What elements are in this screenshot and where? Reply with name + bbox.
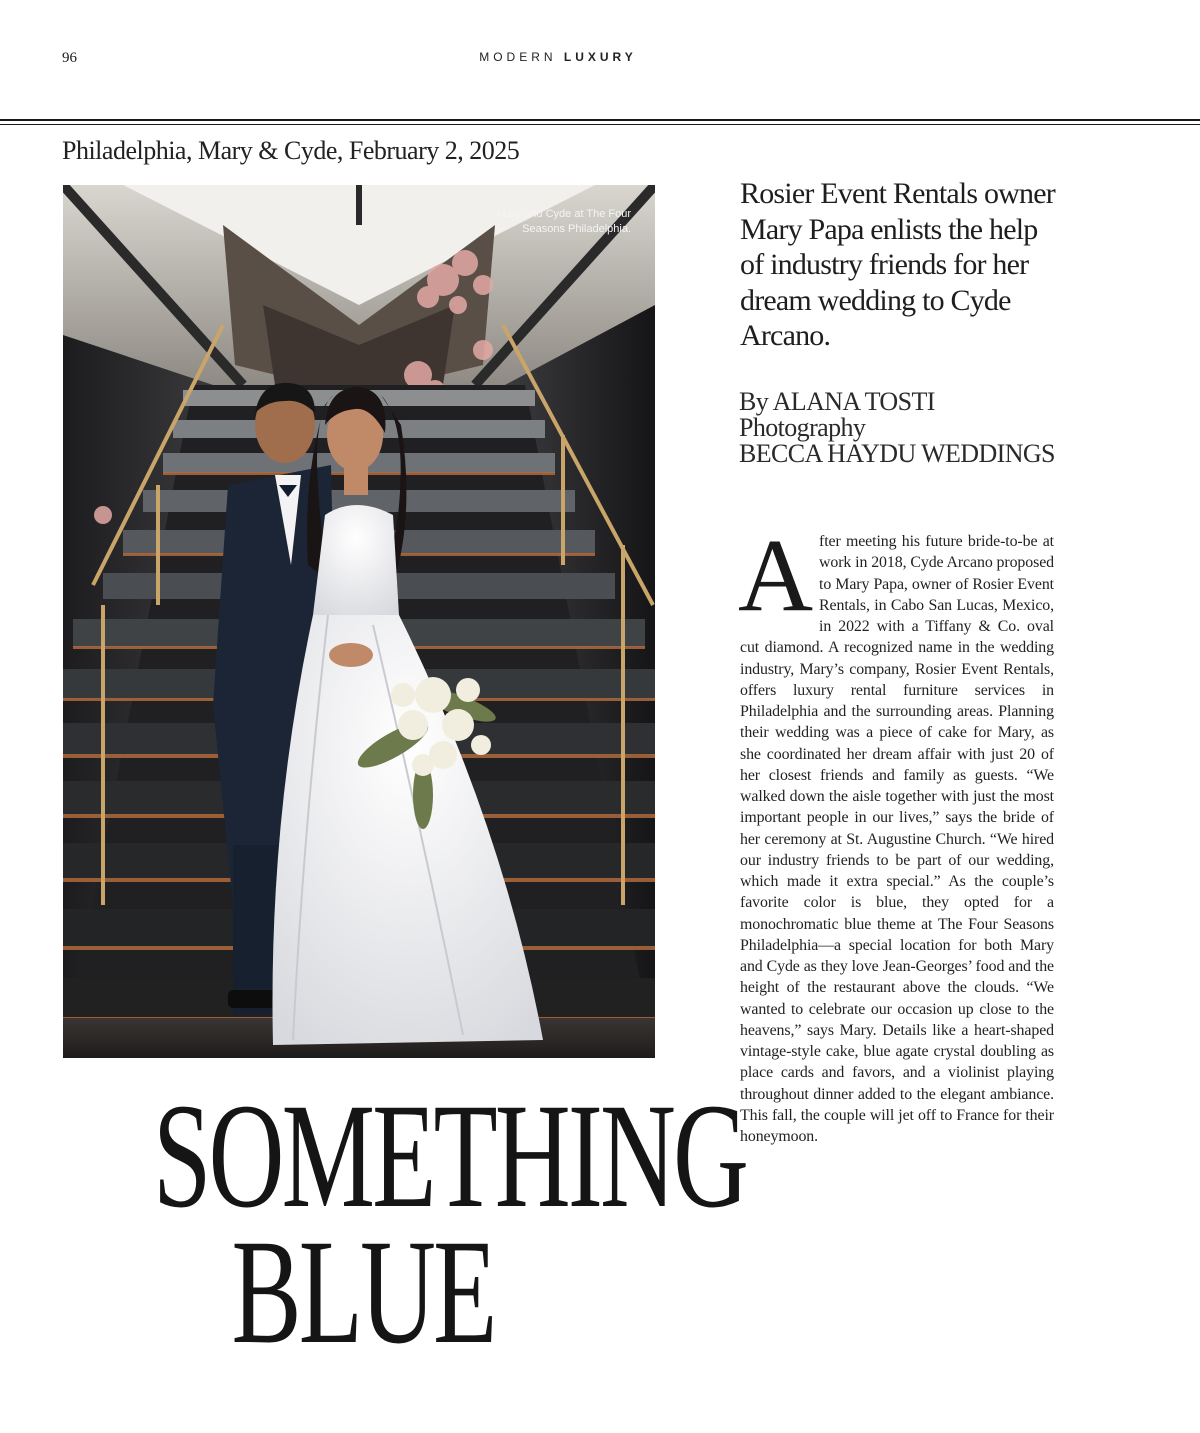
masthead-luxury: LUXURY [563, 50, 637, 64]
article-body [738, 518, 1054, 1147]
header-rule-thick [0, 119, 1200, 121]
header-rule-thin [0, 124, 1200, 125]
headline-line-1: SOMETHING [153, 1073, 747, 1239]
article-text: fter meeting his future bride-to-be at work in 2018, Cyde Arcano proposed to Mary Papa, owner of Rosier Event Rentals, in Cabo San Lucas, Mexico, in 2022 with a Tiffany & Co. oval cut diamond. A recognized name in the wedding industry, Mary’s company, Rosier Event Rentals, offers luxury rental furniture services in Philadelphia and the surrounding areas. Planning their wedding was a piece of cake for Mary, as she coordinated her dream affair with just 20 of her closest friends and family as guests. “We walked down the aisle together with just the most important people in our lives,” says the bride of her ceremony at St. Augustine Church. “We hired our industry friends to be part of our wedding, which made it extra special.” As the couple’s favorite color is blue, they opted for a monochromatic blue theme at The Four Seasons Philadelphia—a special location for both Mary and Cyde as they love Jean-Georges’ food and the height of the restaurant above the clouds. “We wanted to celebrate our occasion up close to the heavens,” says Mary. Details like a heart-shaped vintage-style cake, blue agate crystal doubling as place cards and favors, and a violinist playing throughout dinner added to the elegant ambiance. This fall, the couple will jet off to France for their honeymoon. [740, 533, 1054, 1145]
headline-line-2: BLUE [231, 1209, 495, 1375]
byline [739, 389, 1099, 467]
wedding-photo [63, 185, 655, 1058]
dateline: Philadelphia, Mary & Cyde, February 2, 2025 [62, 136, 520, 165]
photo-caption: Mary and Cyde at The Four Seasons Philadelphia. [496, 208, 631, 235]
byline-photographer: BECCA HAYDU WEDDINGS [739, 439, 1055, 468]
byline-photo-label: Photography [739, 413, 866, 442]
headline [63, 1073, 747, 1375]
masthead-modern: MODERN [479, 50, 557, 64]
page-number: 96 [62, 50, 77, 66]
byline-author: By ALANA TOSTI [739, 387, 935, 416]
wedding-photo-illustration [63, 185, 655, 1058]
article-deck: Rosier Event Rentals owner Mary Papa enlists the help of industry friends for her dream wedding to Cyde Arcano. [740, 177, 1055, 352]
masthead-logo [0, 50, 1116, 64]
drop-cap: A [738, 518, 814, 633]
